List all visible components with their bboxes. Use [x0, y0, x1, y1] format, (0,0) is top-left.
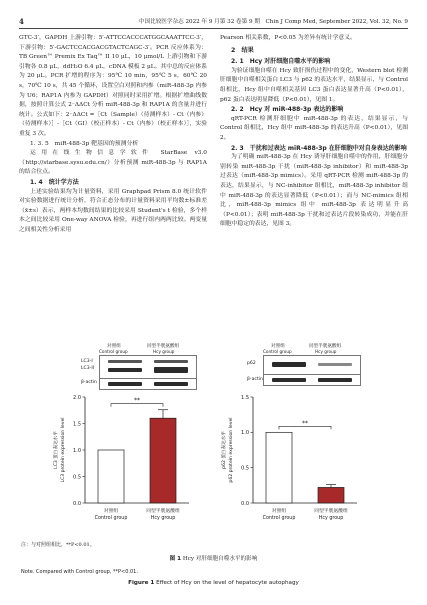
y-axis-label-1: p62 protein expression level — [229, 417, 234, 483]
band-lc3-i-control — [108, 360, 142, 363]
figure-caption-cn-text: Hcy 对肝细胞自噬水平的影响 — [182, 556, 258, 562]
figure-caption-en-number: Figure 1 — [128, 580, 155, 586]
y-tick-label-0: 0.0 — [73, 500, 81, 507]
blot-row-beta-actin: β-actin — [81, 380, 97, 385]
band-lc3-ii-hcy — [154, 367, 188, 373]
y-tick-label-0: 0.0 — [241, 500, 249, 507]
blot-row-lc3-i: LC3-I — [81, 359, 93, 364]
band-actin-hcy-2 — [318, 378, 352, 382]
chart-lc3-expression — [39, 391, 209, 539]
category-label-0-1: Control group — [94, 516, 128, 521]
figure-note-cn: 注：与对照组相比，**P<0.01。 — [21, 542, 95, 548]
blot-p62-label-hcy-cn: 同型半胱氨酸组 — [309, 344, 342, 349]
y-tick-label-3: 1.5 — [241, 394, 249, 401]
bar-0 — [98, 450, 124, 503]
heading-1-4: 1. 4 统计学方法 — [30, 178, 79, 186]
paragraph-result-2-1: 为验证细胞自噬在 Hcy 致肝损伤过程中的变化，Western blot 检测肝细胞中自噬相关蛋白 LC3 与 p62 的表达水平，结果显示，与 Control 组相比，Hcy 组中自噬相关基因 LC3 蛋白表达显著升高（P<0.01），p62 蛋白表达明显降低（P<0.01），见图 1。 — [220, 67, 408, 103]
band-actin-control — [108, 382, 142, 386]
paragraph-pcr-method: GTC-3′，GAPDH 上游引物：5′-ATTCCACCCATGGCAAATTCC-3′，下游引物：5′-GACTCCACGACGTACTCAGC-3′。PCR 反应体系为：TB Green™ Premix Ex Taq™ II 10 μL，10 μmol/L 上游引物和下游引物各 0.8 μL，ddH₂O 6.4 μL，cDNA 模板 2 μL。其中总的反应体系为 20 μL。PCR 扩增的程序为：95℃ 10 min，95℃ 5 s，60℃ 20 s，70℃ 10 s，共 45 个循环，设置空白对照和内参（miR-488-3p 内参为 U6；RAP1A 内参为 GAPDH）对照同时采用扩增。根据扩增曲线数据，按照计算公式 2⁻ΔΔCt 分析 miR-488-3p 和 RAP1A 的含量并进行统计。公式如下：2⁻ΔΔCt =［Ct（Sample）（待测样本）- Ct（内参）（待测样本）］-［Ct（GI）（校正样本）- Ct（内参）（校正样本）］，实验重复 3 次。 — [19, 35, 208, 137]
y-axis-label-0: LC3 蛋白表达水平 — [54, 431, 59, 469]
blot-row-lc3-ii: LC3-II — [81, 366, 95, 371]
blot-p62-label-hcy-en: Hcy group — [315, 349, 337, 354]
y-tick-label-1: 0.5 — [73, 474, 81, 481]
left-column — [19, 34, 207, 235]
blot-lc3-membrane — [99, 355, 197, 379]
blot-lc3-label-hcy-cn: 同型半胱氨酸组 — [147, 344, 180, 349]
blot-row-beta-actin-2: β-actin — [247, 377, 263, 382]
paragraph-statistics: 上述实验结果均为计量资料，采用 Graphpad Prism 8.0 统计软件对实验数据进行统计分析，符合正态分布的计量资料采用平均数±标准差（x̄±s）表示，两样本均数间结果的比较采用 Student's t 检验，多个样本之间比较采用 One-way ANOVA 检验，再进行组内两两比较。两变量之间相关性分析采用 — [19, 188, 207, 233]
category-label-1-0: 同型半胱氨酸组 — [314, 509, 348, 514]
figure-caption-en — [19, 580, 408, 586]
chart-p62-expression — [207, 391, 377, 539]
category-label-1-1: Hcy group — [318, 516, 344, 521]
heading-2-2: 2. 2 Hcy 对 miR-488-3p 表达的影响 — [231, 106, 344, 114]
significance-label: ** — [302, 419, 308, 427]
category-label-1-1: Hcy group — [150, 516, 176, 521]
bar-0 — [266, 432, 292, 503]
running-header — [19, 16, 408, 29]
heading-2-3: 2. 3 干扰和过表达 miR-488-3p 在肝细胞中对自身表达的影响 — [231, 144, 407, 152]
blot-lc3-label-hcy-en: Hcy group — [153, 349, 175, 354]
band-actin-control-2 — [272, 378, 306, 382]
y-tick-label-2: 1.0 — [241, 430, 249, 437]
y-tick-label-1: 0.5 — [241, 465, 249, 472]
figure-note-en: Note. Compared with Control group, **P<0.01. — [21, 569, 138, 575]
paragraph-result-2-3: 为了明确 miR-488-3p 在 Hcy 诱导肝细胞自噬中的作用，肝细胞分别转染 miR-488-3p 干扰（miR-488-3p inhibitor）和 miR-488-3p 过表达（miR-488-3p mimics）。采用 qRT-PCR 检测 miR-488-3p 的表达，结果显示，与 NC-inhibitor 组相比，miR-488-3p inhibitor 组中 miR-488-3p 的表达显著降低（P<0.01）；而与 NC-mimics 组相比，miR-488-3p mimics 组中 miR-488-3p 表达明显升高（P<0.01）；表明 miR-488-3p 干扰和过表达片段转染成功，并能在肝细胞中稳定的表达，见图 3。 — [220, 154, 408, 228]
paragraph-result-2-2: qRT-PCR 检测肝细胞中 miR-488-3p 的表达，结果显示，与 Control 组相比，Hcy 组中 miR-488-3p 的表达升高（P<0.01），见图 2。 — [220, 115, 408, 141]
category-label-0-1: Control group — [262, 516, 296, 521]
band-lc3-ii-control — [108, 368, 142, 372]
category-label-0-0: 对照组 — [103, 509, 119, 514]
figure-1 — [19, 344, 408, 605]
blot-p62-label-control-en: Control group — [263, 349, 292, 354]
y-tick-label-3: 1.5 — [73, 421, 81, 428]
heading-1-3-5: 1. 3. 5 miR-488-3p 靶基因的预测分析 — [30, 140, 139, 147]
figure-caption-cn-number: 图 1 — [169, 556, 182, 562]
paragraph-pearson: Pearson 相关系数，P<0.05 为差异有统计学意义。 — [220, 35, 356, 41]
y-tick-label-2: 1.0 — [73, 447, 81, 454]
paragraph-target-prediction: 运用在线生物信息学软件 StarBase v3.0（http://starbase.sysu.edu.cn/）分析预测 miR-488-3p 与 RAP1A 的结合位点。 — [19, 150, 207, 176]
heading-results: 2 结果 — [231, 46, 254, 54]
bar-1 — [150, 418, 176, 503]
blot-p62-actin-membrane — [263, 374, 361, 386]
figure-caption-cn — [19, 554, 408, 562]
blot-lc3-label-control-cn: 对照组 — [107, 344, 121, 349]
blot-p62-label-control-cn: 对照组 — [271, 344, 285, 349]
page-number: 4 — [19, 17, 24, 26]
band-lc3-i-hcy — [154, 360, 188, 363]
heading-2-1: 2. 1 Hcy 对肝细胞自噬水平的影响 — [231, 58, 331, 66]
category-label-0-0: 对照组 — [271, 509, 287, 514]
significance-label: ** — [134, 397, 140, 405]
blot-lc3-label-control-en: Control group — [99, 349, 128, 354]
blot-p62-membrane — [263, 355, 361, 375]
y-axis-label-0: p62 蛋白表达水平 — [222, 431, 227, 469]
y-tick-label-4: 2.0 — [73, 394, 81, 401]
y-axis-label-1: LC3 protein expression level — [61, 417, 66, 483]
right-column — [220, 34, 408, 230]
blot-lc3-actin-membrane — [99, 378, 197, 390]
category-label-1-0: 同型半胱氨酸组 — [146, 509, 180, 514]
journal-title: 中国比较医学杂志 2022 年 9 月第 32 卷第 9 期 Chin J Comp Med, September 2022, Vol. 32, No. 9 — [138, 19, 408, 25]
figure-caption-en-text: Effect of Hcy on the level of hepatocyte autophagy — [156, 580, 299, 586]
bar-1 — [318, 487, 344, 503]
band-p62-hcy — [318, 363, 352, 366]
blot-row-p62: p62 — [247, 361, 256, 366]
band-actin-hcy — [154, 382, 188, 386]
band-p62-control — [272, 362, 306, 367]
